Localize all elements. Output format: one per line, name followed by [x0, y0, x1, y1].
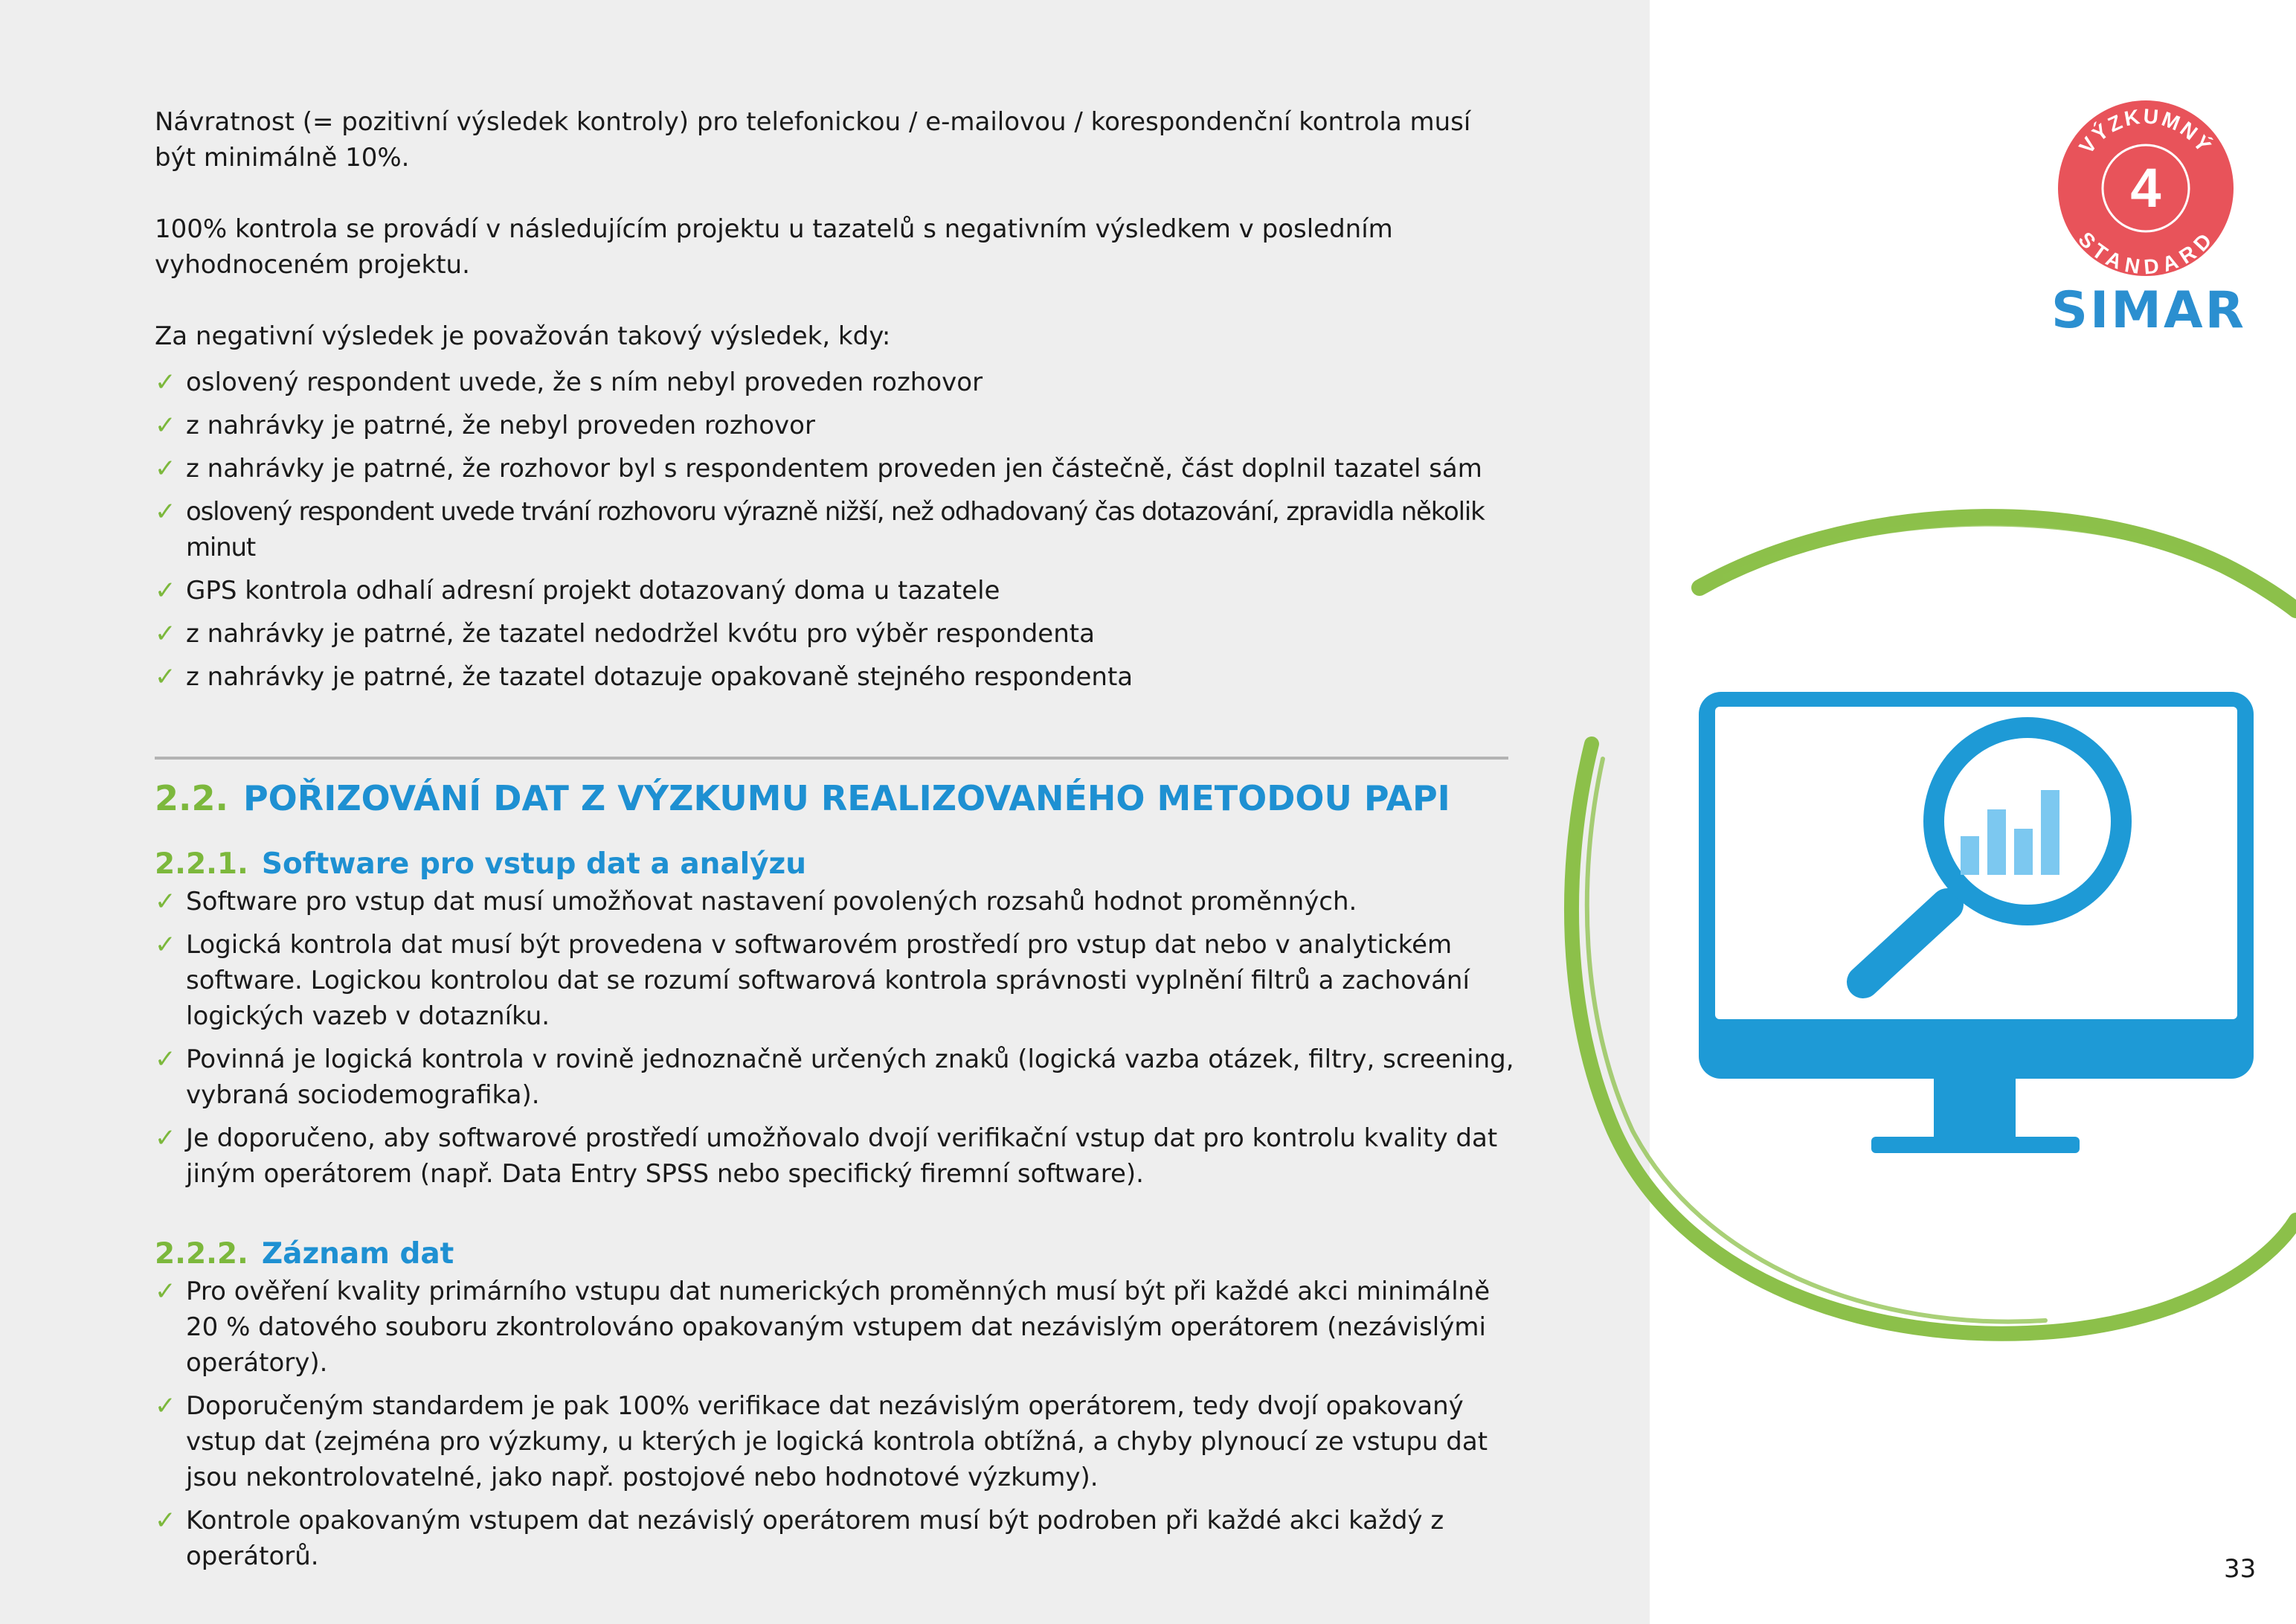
standard-badge-icon: [2053, 95, 2239, 281]
monitor-magnifier-chart-icon: [1532, 476, 2296, 1354]
list-item: ✓ Povinná je logická kontrola v rovině jednoznačně určených znaků (logická vazba otázek, filtry, screening, vybraná sociodemografika).: [155, 1042, 1516, 1113]
subsection-number: 2.2.2.: [155, 1237, 248, 1271]
subsection-heading: [155, 1235, 1516, 1274]
list-item: ✓ Kontrole opakovaným vstupem dat nezávislý operátorem musí být podroben při každé akci každý z operátorů.: [155, 1503, 1516, 1574]
list-item: ✓ Software pro vstup dat musí umožňovat nastavení povolených rozsahů hodnot proměnných.: [155, 884, 1516, 919]
brand-logo-text: SIMAR: [2051, 281, 2246, 340]
software-list: [155, 884, 1516, 1192]
subsection-title: Software pro vstup dat a analýzu: [261, 847, 807, 881]
subsection-number: 2.2.1.: [155, 847, 248, 881]
list-item: ✓ oslovený respondent uvede trvání rozhovoru výrazně nižší, než odhadovaný čas dotazování, zpravidla několik minut: [155, 494, 1516, 565]
negative-result-list: [155, 365, 1516, 695]
check-icon: ✓: [155, 411, 176, 440]
check-icon: ✓: [155, 454, 176, 484]
list-item: ✓ oslovený respondent uvede, že s ním nebyl proveden rozhovor: [155, 365, 1516, 400]
check-icon: ✓: [155, 619, 176, 649]
section-number: 2.2.: [155, 778, 228, 818]
section-title: POŘIZOVÁNÍ DAT Z VÝZKUMU REALIZOVANÉHO METODOU PAPI: [242, 778, 1450, 818]
intro-paragraph-negative-result: Za negativní výsledek je považován takový výsledek, kdy:: [155, 321, 891, 351]
check-icon: ✓: [155, 368, 176, 397]
subsection-data-record: [155, 1235, 1516, 1582]
subsection-software: [155, 845, 1516, 1199]
list-item: ✓ z nahrávky je patrné, že rozhovor byl s respondentem proveden jen částečně, část doplnil tazatel sám: [155, 451, 1516, 487]
list-item: ✓ z nahrávky je patrné, že tazatel nedodržel kvótu pro výběr respondenta: [155, 616, 1516, 652]
badge-ring-text-bottom: STANDARD: [2074, 227, 2218, 279]
check-icon: ✓: [155, 497, 176, 527]
list-item: ✓ Pro ověření kvality primárního vstupu dat numerických proměnných musí být při každé akci minimálně 20 % datového souboru zkontrolováno opakovaným vstupem dat nezávislým operátorem (nezávislými operátory).: [155, 1274, 1516, 1381]
check-icon: ✓: [155, 576, 176, 606]
subsection-heading: [155, 845, 1516, 884]
check-icon: ✓: [155, 1391, 176, 1421]
check-icon: ✓: [155, 1123, 176, 1153]
subsection-title: Záznam dat: [261, 1237, 454, 1271]
check-icon: ✓: [155, 930, 176, 960]
list-item: ✓ z nahrávky je patrné, že tazatel dotazuje opakovaně stejného respondenta: [155, 659, 1516, 695]
page-number: 33: [2224, 1554, 2257, 1584]
check-icon: ✓: [155, 1506, 176, 1535]
intro-paragraph-full-control: 100% kontrola se provádí v následujícím projektu u tazatelů s negativním výsledkem v posledním vyhodnoceném projektu.: [155, 214, 1393, 280]
intro-section: [155, 104, 1516, 702]
list-item: ✓ Je doporučeno, aby softwarové prostředí umožňovalo dvojí verifikační vstup dat pro kontrolu kvality dat jiným operátorem (např. Data Entry SPSS nebo specifický firemní software).: [155, 1120, 1516, 1192]
badge-number: 4: [2130, 157, 2161, 219]
intro-paragraph-return-rate: Návratnost (= pozitivní výsledek kontroly) pro telefonickou / e-mailovou / korespondenční kontrola musí být minimálně 10%.: [155, 107, 1471, 173]
list-item: ✓ Doporučeným standardem je pak 100% verifikace dat nezávislým operátorem, tedy dvojí opakovaný vstup dat (zejména pro výzkumy, u kterých je logická kontrola obtížná, a chyby plynoucí ze vstupu dat jsou nekontrolovatelné, jako např. postojové nebo hodnotové výzkumy).: [155, 1388, 1516, 1495]
check-icon: ✓: [155, 1044, 176, 1074]
data-record-list: [155, 1274, 1516, 1574]
section-heading: [155, 774, 1450, 823]
list-item: ✓ z nahrávky je patrné, že nebyl proveden rozhovor: [155, 408, 1516, 443]
check-icon: ✓: [155, 662, 176, 692]
list-item: ✓ GPS kontrola odhalí adresní projekt dotazovaný doma u tazatele: [155, 573, 1516, 609]
section-divider: [155, 757, 1508, 760]
check-icon: ✓: [155, 887, 176, 917]
list-item: ✓ Logická kontrola dat musí být provedena v softwarovém prostředí pro vstup dat nebo v analytickém software. Logickou kontrolou dat se rozumí softwarová kontrola správnosti vyplnění filtrů a zachování logických vazeb v dotazníku.: [155, 927, 1516, 1034]
badge-ring-text-top: VÝZKUMNÝ: [2074, 104, 2217, 158]
check-icon: ✓: [155, 1277, 176, 1306]
